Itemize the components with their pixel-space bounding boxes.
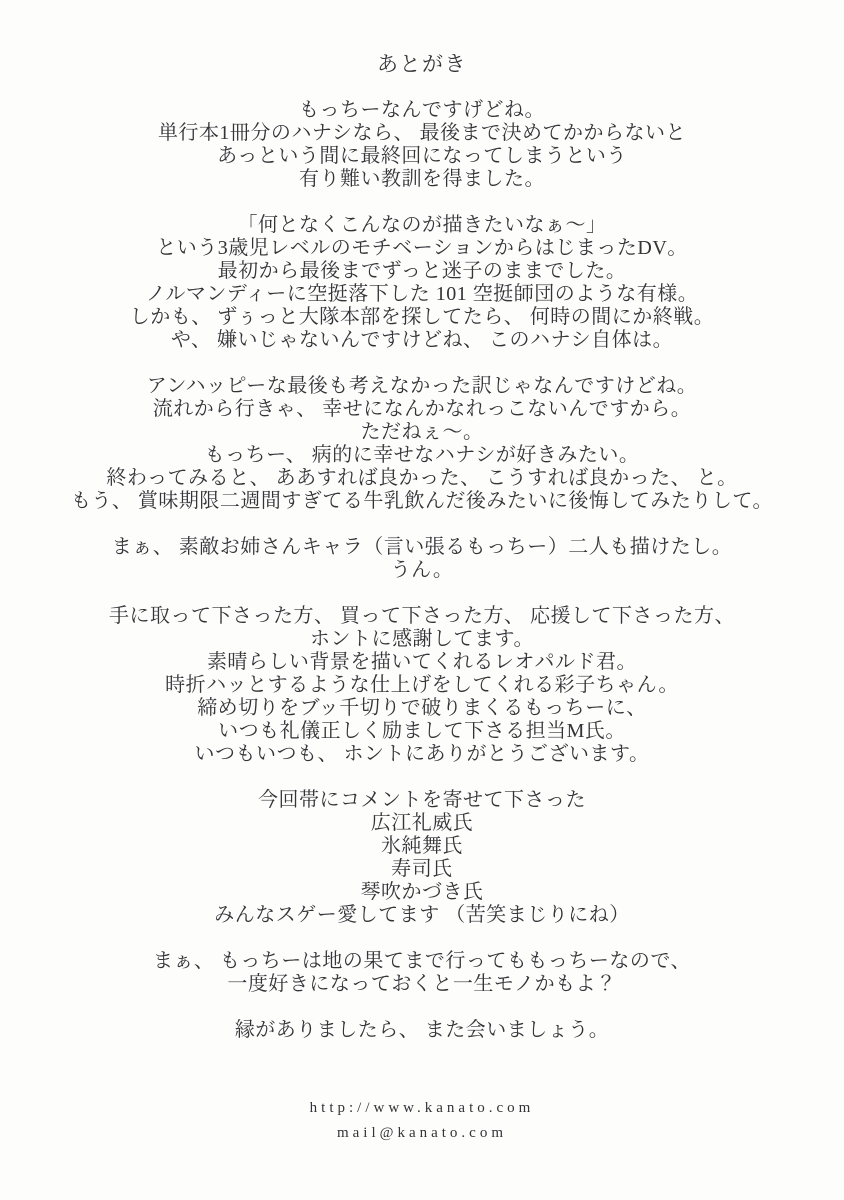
email-address: mail@kanato.com <box>336 1125 508 1141</box>
afterword-paragraph <box>0 950 844 996</box>
afterword-line: しかも、 ずぅっと大隊本部を探してたら、 何時の間にか終戦。 <box>129 306 715 328</box>
afterword-line: もっちーなんですげどね。 <box>299 99 545 121</box>
afterword-line: ホントに感謝してます。 <box>310 628 534 650</box>
afterword-line: 時折ハッとするような仕上げをしてくれる彩子ちゃん。 <box>165 674 679 696</box>
afterword-line: 素晴らしい背景を描いてくれるレオパルド君。 <box>206 651 638 673</box>
afterword-line: 最初から最後までずっと迷子のままでした。 <box>217 260 627 282</box>
afterword-line: 単行本1冊分のハナシなら、 最後まで決めてかからないと <box>157 122 687 144</box>
afterword-line: や、 嫌いじゃないんですけどね、 このハナシ自体は。 <box>170 329 674 351</box>
afterword-line: 有り難い教訓を得ました。 <box>299 168 545 190</box>
afterword-line: もっちー、 病的に幸せなハナシが好きみたい。 <box>204 444 640 466</box>
afterword-line: 「何となくこんなのが描きたいなぁ～」 <box>237 214 607 236</box>
afterword-line: あっという間に最終回になってしまうという <box>217 145 627 167</box>
credit-name: 広江礼威氏 <box>370 812 474 834</box>
credit-name: 琴吹かづき氏 <box>360 881 484 903</box>
website-url: http://www.kanato.com <box>309 1100 535 1116</box>
afterword-line: まぁ、 もっちーは地の果てまで行ってももっちーなので、 <box>152 950 692 972</box>
afterword-line: うん。 <box>390 559 454 581</box>
afterword-line: ただねぇ～。 <box>360 421 484 443</box>
afterword-line: 手に取って下さった方、 買って下さった方、 応援して下さった方、 <box>109 605 735 627</box>
credit-name: 氷純舞氏 <box>381 835 463 857</box>
afterword-paragraph <box>0 605 844 766</box>
afterword-line: いつもいつも、 ホントにありがとうございます。 <box>194 743 650 765</box>
afterword-line: という3歳児レベルのモチベーションからはじまったDV。 <box>156 237 688 259</box>
afterword-line: みんなスゲー愛してます （苦笑まじりにね） <box>214 904 630 926</box>
afterword-line: 一度好きになっておくと一生モノかもよ？ <box>227 973 617 995</box>
afterword-paragraph <box>0 536 844 582</box>
afterword-line: いつも礼儀正しく励まして下さる担当M氏。 <box>218 720 626 742</box>
afterword-paragraph-farewell <box>0 1019 844 1042</box>
afterword-line: ノルマンディーに空挺落下した 101 空挺師団のような有様。 <box>145 283 699 305</box>
afterword-line: もう、 賞味期限二週間すぎてる牛乳飲んだ後みたいに後悔してみたりして。 <box>70 490 774 512</box>
credit-name: 寿司氏 <box>391 858 453 880</box>
page-title: あとがき <box>377 52 467 76</box>
afterword-paragraph <box>0 375 844 513</box>
contact-block <box>0 1096 844 1146</box>
afterword-line: 締め切りをブッ千切りで破りまくるもっちーに、 <box>197 697 647 719</box>
afterword-line: まぁ、 素敵お姉さんキャラ（言い張るもっちー）二人も描けたし。 <box>111 536 733 558</box>
afterword-paragraph <box>0 99 844 191</box>
afterword-line: 流れから行きゃ、 幸せになんかなれっこないんですから。 <box>152 398 692 420</box>
afterword-paragraph <box>0 214 844 352</box>
afterword-line: アンハッピーな最後も考えなかった訳じゃなんですけどね。 <box>146 375 698 397</box>
afterword-line: 終わってみると、 ああすれば良かった、 こうすれば良かった、 と。 <box>106 467 738 489</box>
afterword-line: 今回帯にコメントを寄せて下さった <box>258 789 586 811</box>
afterword-paragraph-credits <box>0 789 844 927</box>
afterword-line: 縁がありましたら、 また会いましょう。 <box>234 1019 610 1041</box>
